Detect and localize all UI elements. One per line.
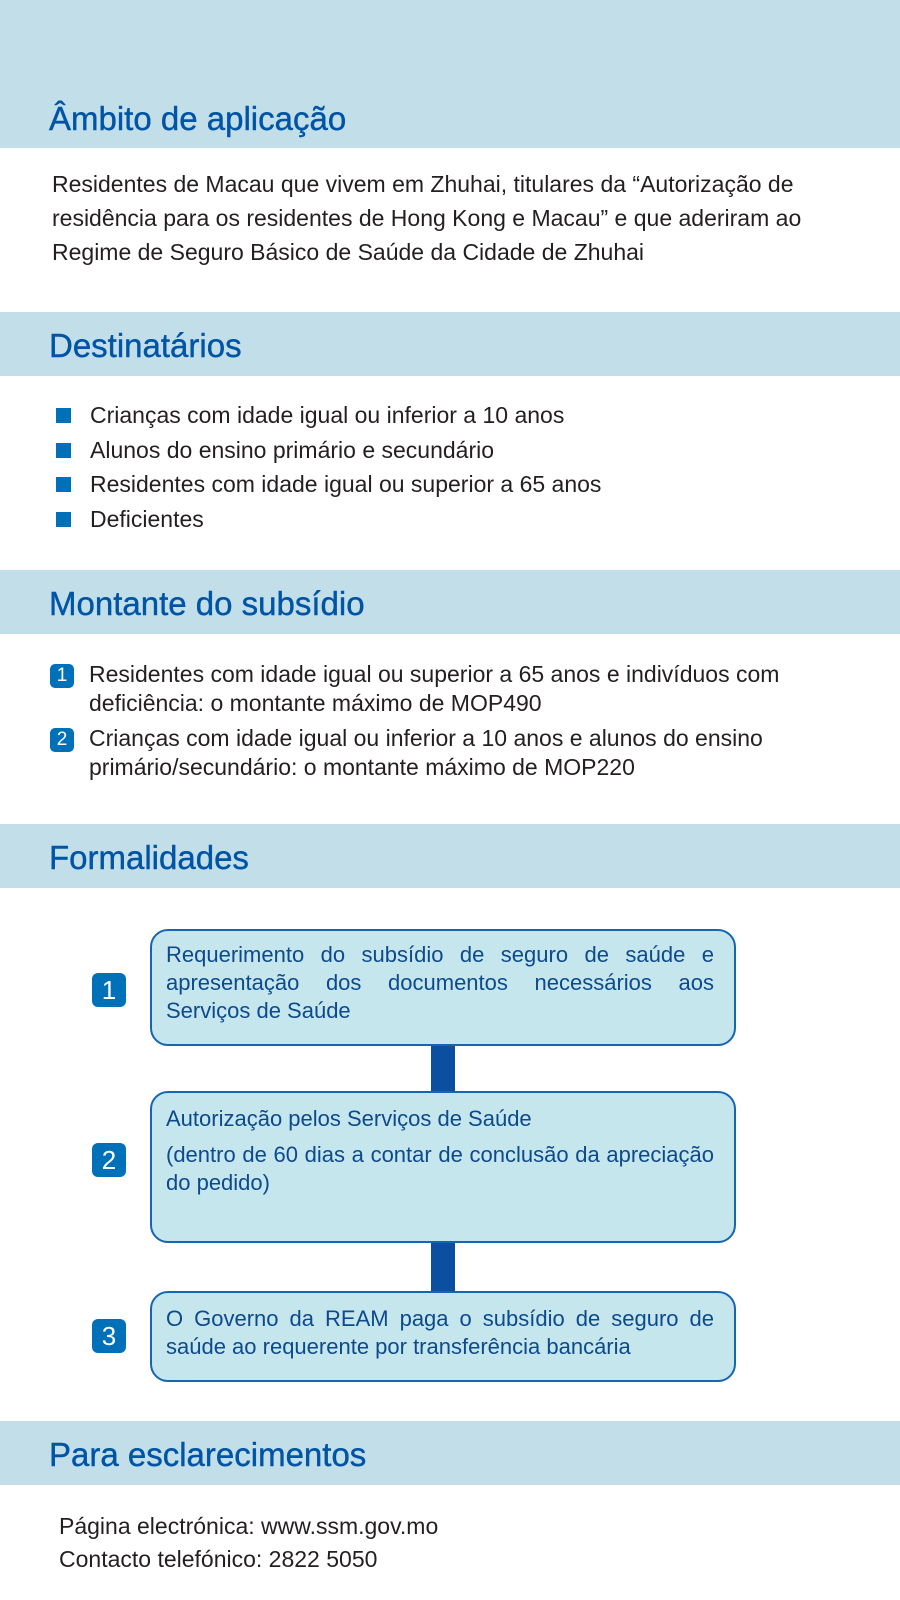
number-badge: 2	[50, 728, 74, 752]
amount-list	[50, 660, 870, 788]
square-bullet-icon	[56, 443, 71, 458]
section-band-contact	[0, 1421, 900, 1485]
section-band-scope	[0, 0, 900, 148]
section-band-recipients	[0, 312, 900, 376]
scope-text: Residentes de Macau que vivem em Zhuhai, titulares da “Autorização de residência para os residentes de Hong Kong e Macau” e que aderiram ao Regime de Seguro Básico de Saúde da Cidade de Zhuhai	[52, 171, 802, 265]
list-item-text: Crianças com idade igual ou inferior a 10 anos	[90, 402, 565, 428]
website-text: Página electrónica: www.ssm.gov.mo	[59, 1513, 439, 1539]
section-title-recipients: Destinatários	[49, 327, 242, 364]
step-box	[150, 929, 736, 1046]
square-bullet-icon	[56, 408, 71, 423]
step-subtext: (dentro de 60 dias a contar de conclusão da apreciação do pedido)	[166, 1142, 714, 1195]
flow-connector	[431, 1044, 455, 1093]
step-box	[150, 1291, 736, 1382]
section-title-amount: Montante do subsídio	[49, 585, 365, 622]
recipients-list	[56, 398, 601, 536]
list-item	[56, 467, 601, 502]
step-text: Requerimento do subsídio de seguro de saúde e apresentação dos documentos necessários aos Serviços de Saúde	[166, 942, 714, 1023]
list-item-text: Residentes com idade igual ou superior a 65 anos	[90, 471, 602, 497]
step-number-badge: 1	[92, 973, 126, 1007]
list-item-text: Crianças com idade igual ou inferior a 10 anos e alunos do ensino primário/secundário: o montante máximo de MOP220	[89, 725, 763, 780]
section-band-formalities	[0, 824, 900, 888]
flow-connector	[431, 1242, 455, 1293]
list-item	[50, 660, 870, 718]
section-band-amount	[0, 570, 900, 634]
step-box	[150, 1091, 736, 1243]
section-title-contact: Para esclarecimentos	[49, 1436, 367, 1473]
number-badge: 1	[50, 664, 74, 688]
list-item-text: Deficientes	[90, 505, 204, 532]
list-item	[56, 502, 601, 537]
list-item-text: Alunos do ensino primário e secundário	[90, 436, 495, 463]
step-number-badge: 3	[92, 1319, 126, 1353]
step-text: O Governo da REAM paga o subsídio de seguro de saúde ao requerente por transferência bancária	[166, 1306, 714, 1359]
list-item-text: Residentes com idade igual ou superior a 65 anos e indivíduos com deficiência: o montante máximo de MOP490	[89, 661, 780, 716]
square-bullet-icon	[56, 512, 71, 527]
section-title-formalities: Formalidades	[49, 839, 249, 876]
step-number-badge: 2	[92, 1143, 126, 1177]
phone-text: Contacto telefónico: 2822 5050	[59, 1546, 378, 1572]
list-item	[50, 724, 870, 782]
list-item	[56, 433, 601, 468]
square-bullet-icon	[56, 477, 71, 492]
list-item	[56, 398, 601, 433]
step-text: Autorização pelos Serviços de Saúde	[166, 1106, 532, 1131]
section-title-scope: Âmbito de aplicação	[49, 100, 347, 137]
